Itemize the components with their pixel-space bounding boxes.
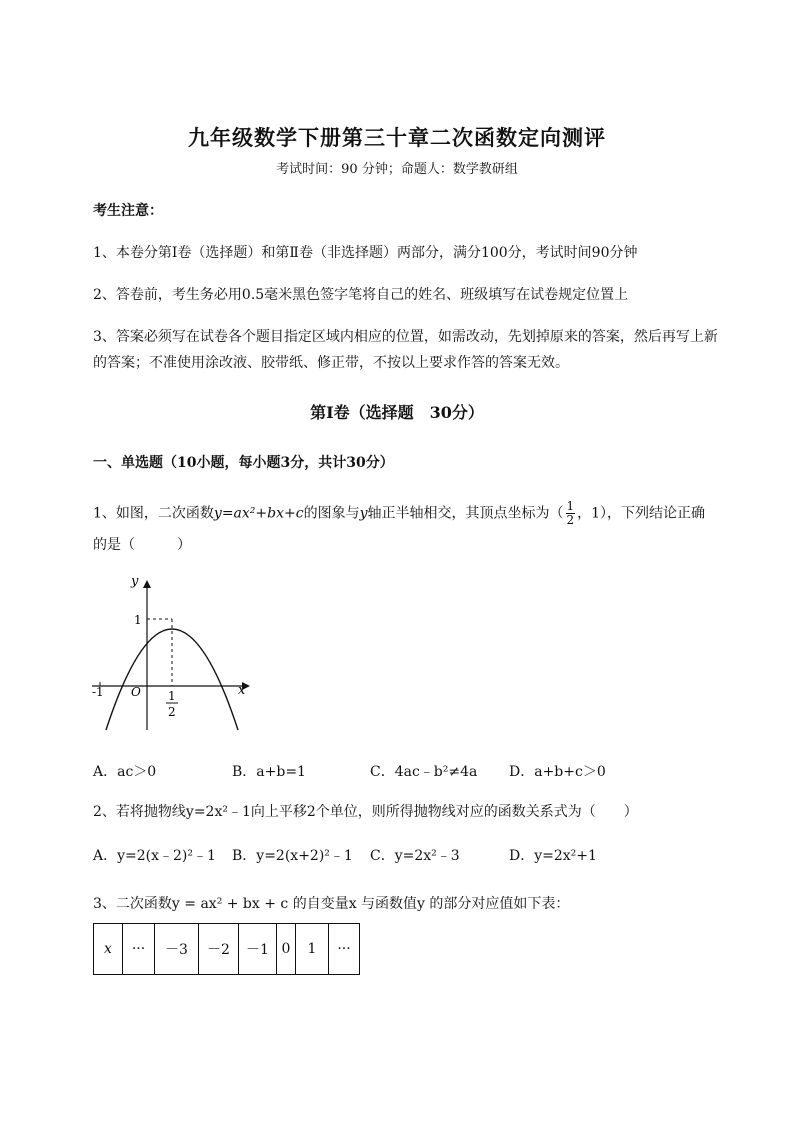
question-3-text: 3、二次函数y = ax² + bx + c 的自变量x 与函数值y 的部分对应值如下表：	[93, 896, 570, 912]
part-title: 一、单选题（10小题，每小题3分，共计30分）	[93, 455, 394, 471]
question-2-text: 2、若将抛物线y=2x²﹣1向上平移2个单位，则所得抛物线对应的函数关系式为（ ）	[93, 804, 638, 820]
q1-option-b[interactable]: B．a+b=1	[232, 764, 306, 780]
q2-option-c[interactable]: C．y=2x²﹣3	[370, 848, 460, 864]
q1-option-c[interactable]: C．4ac﹣b²≠4a	[370, 764, 478, 780]
half-denominator: 2	[168, 705, 176, 719]
table-cell: ···	[329, 924, 360, 975]
table-cell: 0	[277, 924, 296, 975]
page-title: 九年级数学下册第三十章二次函数定向测评	[188, 125, 606, 150]
table-cell: ···	[123, 924, 155, 975]
y-axis-label: y	[131, 574, 139, 589]
y-axis-arrow	[143, 580, 151, 588]
table-cell: －3	[155, 924, 199, 975]
q1-option-d[interactable]: D．a+b+c＞0	[509, 764, 606, 780]
notice-heading: 考生注意：	[93, 203, 163, 219]
q2-option-d[interactable]: D．y=2x²+1	[509, 848, 597, 864]
notice-item-3: 3、答案必须写在试卷各个题目指定区域内相应的位置，如需改动，先划掉原来的答案，然后再写上新	[93, 329, 718, 345]
notice-item-1: 1、本卷分第Ⅰ卷（选择题）和第Ⅱ卷（非选择题）两部分，满分100分，考试时间90分钟	[93, 245, 638, 261]
q1-option-a[interactable]: A．ac＞0	[93, 764, 157, 780]
question-1-line-1	[93, 500, 705, 527]
table-cell: －2	[199, 924, 239, 975]
table-row	[94, 924, 360, 975]
q1-parabola-graph	[88, 570, 258, 735]
neg-one-label: -1	[92, 685, 104, 699]
x-axis-label: x	[238, 683, 246, 698]
notice-item-3-cont: 的答案；不准使用涂改液、胶带纸、修正带，不按以上要求作答的答案无效。	[93, 355, 569, 371]
q1-lead: 1、如图，二次函数	[93, 505, 214, 522]
q1-middle: 的图象与	[303, 505, 360, 522]
q1-frac-den: 2	[566, 513, 575, 527]
section-title: 第Ⅰ卷（选择题 30分）	[310, 403, 484, 422]
half-numerator: 1	[168, 689, 176, 703]
q1-tail: ，1），下列结论正确	[577, 505, 706, 522]
notice-item-2: 2、答卷前，考生务必用0.5毫米黑色签字笔将自己的姓名、班级填写在试卷规定位置上	[93, 287, 629, 303]
table-cell: x	[94, 924, 123, 975]
q3-value-table	[93, 923, 360, 975]
table-cell: －1	[239, 924, 277, 975]
q2-option-a[interactable]: A．y=2(x﹣2)²﹣1	[93, 848, 216, 864]
q1-vertex-fraction	[566, 500, 576, 527]
origin-label: O	[131, 685, 141, 699]
q2-option-b[interactable]: B．y=2(x+2)²﹣1	[232, 848, 353, 864]
y-one-label: 1	[134, 613, 142, 627]
q1-frac-num: 1	[566, 499, 575, 513]
q1-axis-var: y	[359, 505, 368, 522]
question-1-line-2: 的是（ ）	[93, 537, 191, 553]
q1-function: y=ax²+bx+c	[213, 505, 304, 522]
q1-middle2: 轴正半轴相交，其顶点坐标为（	[367, 505, 564, 522]
exam-info: 考试时间：90 分钟；命题人：数学教研组	[276, 162, 518, 177]
table-cell: 1	[296, 924, 329, 975]
